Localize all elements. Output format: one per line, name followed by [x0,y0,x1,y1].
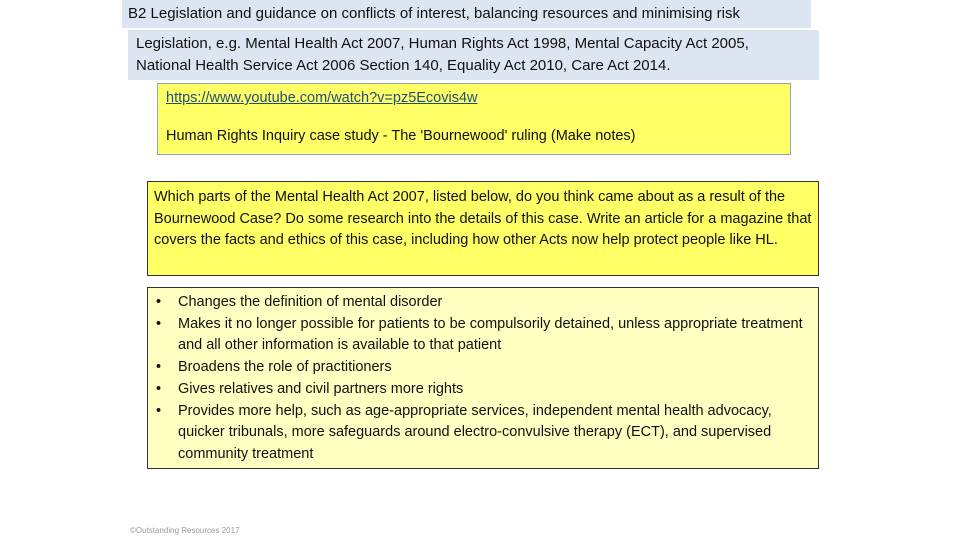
list-item [154,357,812,379]
bullet-icon: • [156,359,162,376]
youtube-link[interactable]: https://www.youtube.com/watch?v=pz5Ecovis4w [166,90,478,106]
list-item-text: Changes the definition of mental disorder [178,294,443,310]
act-points-box [147,287,819,469]
list-item [154,379,812,401]
list-item-text: Gives relatives and civil partners more rights [178,380,464,397]
legislation-line-2: National Health Service Act 2006 Section 140, Equality Act 2010, Care Act 2014. [136,57,671,74]
bullet-icon: • [156,315,162,332]
bullet-icon: • [156,380,162,397]
legislation-box [128,30,819,80]
bullet-icon: • [156,294,162,310]
question-box: Which parts of the Mental Health Act 2007, listed below, do you think came about as a result of the Bournewood Case? Do some research into the details of this case. Write an article for a magazine that covers the facts and ethics of this case, including how other Acts now help protect people like HL. [147,181,819,276]
video-box [157,83,791,155]
slide-title: B2 Legislation and guidance on conflicts of interest, balancing resources and minimising risk [122,0,811,28]
copyright-footer: ©Outstanding Resources 2017 [130,526,240,535]
list-item-text: Broadens the role of practitioners [178,359,392,376]
legislation-line-1: Legislation, e.g. Mental Health Act 2007, Human Rights Act 1998, Mental Capacity Act 2005, [136,35,749,52]
bullet-icon: • [156,402,162,419]
act-points-list [154,292,812,466]
case-study-caption: Human Rights Inquiry case study - The 'Bournewood' ruling (Make notes) [166,128,636,144]
list-item-text: Makes it no longer possible for patients to be compulsorily detained, unless appropriate treatment and all other information is available to that patient [178,315,803,354]
list-item [154,314,812,357]
list-item [154,401,812,466]
list-item-text: Provides more help, such as age-appropriate services, independent mental health advocacy, quicker tribunals, more safeguards around electro-convulsive therapy (ECT), and supervised community treatment [178,402,772,462]
list-item [154,292,812,314]
